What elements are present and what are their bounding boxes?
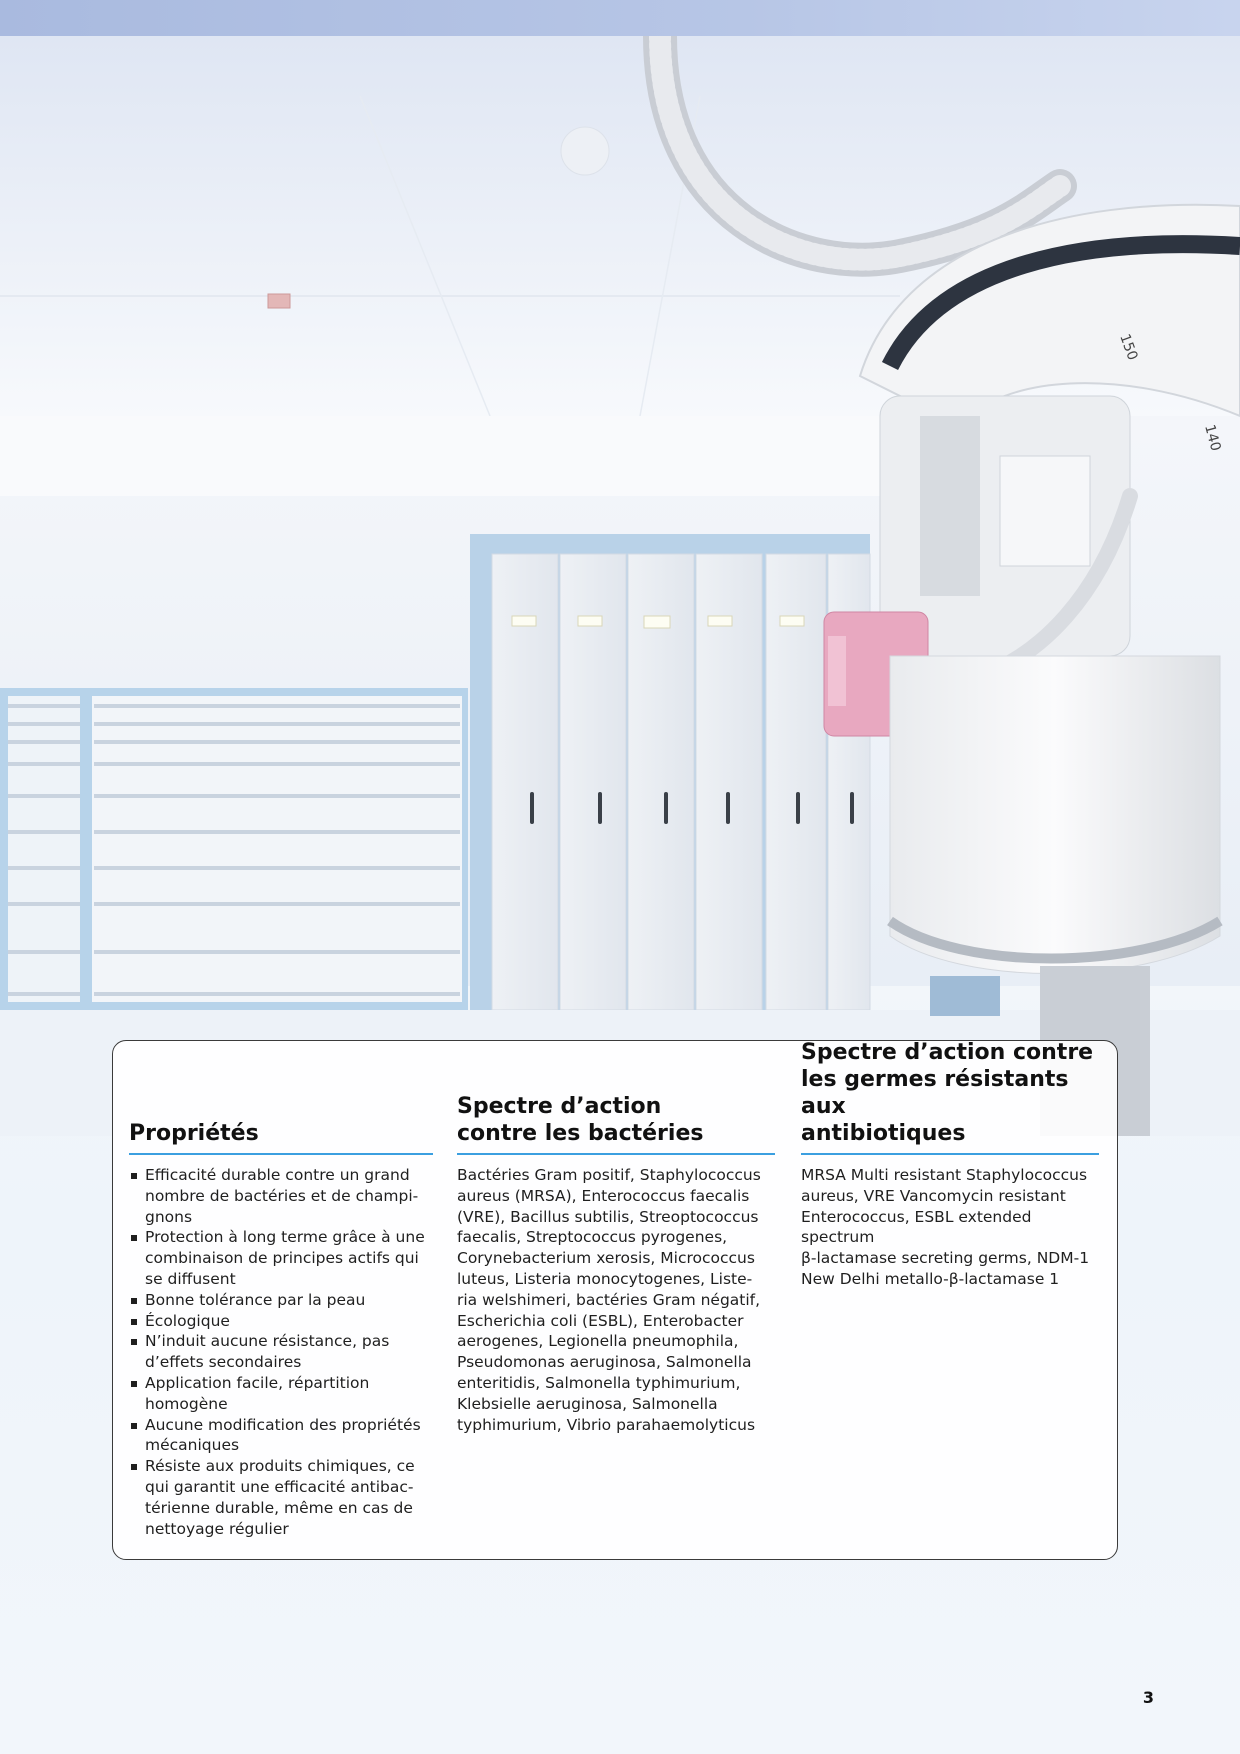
list-item: Écologique [129, 1311, 433, 1332]
list-item: N’induit aucune résistance, pas d’effets secondaires [129, 1331, 433, 1373]
locker-row [470, 534, 870, 1010]
properties-body [129, 1165, 433, 1539]
bacteria-heading: Spectre d’action contre les bactéries [457, 1094, 704, 1146]
list-item: Efficacité durable contre un grand nombre de bactéries et de champi- gnons [129, 1165, 433, 1227]
ceiling-sensor [268, 294, 290, 308]
scale-mark: 150 [1116, 331, 1141, 363]
bacteria-column [457, 1041, 775, 1559]
properties-column [129, 1041, 433, 1559]
bacteria-text: Bactéries Gram positif, Staphylococcus aureus (MRSA), Enterococcus faecalis (VRE), Bacillus subtilis, Streoptococcus faecalis, Streptococcus pyrogenes, Corynebacterium xerosis, Micrococcus luteus, Listeria monocytogenes, Liste- ria welshimeri, bactéries Gram négatif, Escherichia coli (ESBL), Enterobacter aerogenes, Legionella pneumophila, Pseudomonas aeruginosa, Salmonella enteritidis, Salmonella typhimurium, Klebsielle aeruginosa, Salmonella typhimurium, Vibrio parahaemolyticus [457, 1166, 761, 1434]
bacteria-body [457, 1165, 775, 1435]
list-item: Application facile, répartition homogène [129, 1373, 433, 1415]
wall-light-band [0, 416, 900, 496]
resistant-germs-column [801, 1041, 1099, 1559]
drawer-cabinet [0, 688, 468, 1010]
properties-heading: Propriétés [129, 1121, 259, 1146]
scale-mark: 140 [1201, 422, 1224, 453]
top-color-band [0, 0, 1240, 36]
properties-list [129, 1165, 433, 1539]
resistant-body [801, 1165, 1099, 1290]
list-item: Résiste aux produits chimiques, ce qui garantit une efficacité antibac- térienne durable, même en cas de nettoyage régulier [129, 1456, 433, 1539]
properties-heading-block [129, 1055, 433, 1155]
list-item: Bonne tolérance par la peau [129, 1290, 433, 1311]
info-card [112, 1040, 1118, 1560]
resistant-text: MRSA Multi resistant Staphylococcus aureus, VRE Vancomycin resistant Enterococcus, ESBL extended spectrum β-lactamase secreting germs, NDM-1 New Delhi metallo-β-lactamase 1 [801, 1166, 1090, 1288]
list-item: Aucune modification des propriétés mécaniques [129, 1415, 433, 1457]
page-number: 3 [1142, 1688, 1154, 1707]
machine-drum [890, 656, 1220, 974]
list-item: Protection à long terme grâce à une combinaison de principes actifs qui se diffusent [129, 1227, 433, 1289]
resistant-heading: Spectre d’action contre les germes résistants aux antibiotiques [801, 1040, 1094, 1146]
ceiling-detector [561, 127, 609, 175]
resistant-heading-block [801, 1040, 1099, 1155]
laboratory-photo [0, 36, 1240, 1136]
bacteria-heading-block [457, 1055, 775, 1155]
